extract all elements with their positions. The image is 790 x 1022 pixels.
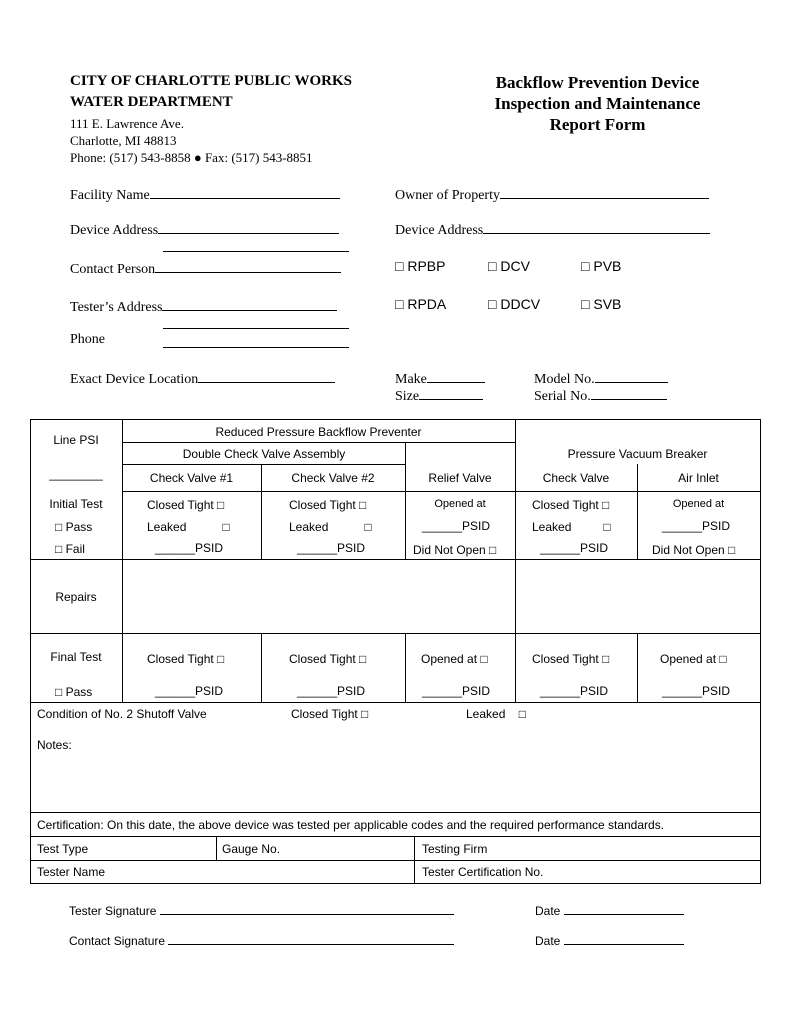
phone-line[interactable] [163,347,349,348]
repairs-area-rp[interactable] [123,560,514,633]
pvb-cv-final-closed-tight[interactable]: Closed Tight □ [532,652,610,666]
col-check-valve: Check Valve [542,471,610,485]
exact-location-label: Exact Device Location [70,372,199,387]
checkbox-icon[interactable]: □ [55,542,63,556]
owner-label: Owner of Property [395,188,500,203]
date2-line[interactable] [564,932,684,945]
checkbox-icon[interactable]: □ [361,707,369,721]
air-inlet-final-opened-at[interactable]: Opened at □ [660,652,727,666]
facility-name-field [70,184,340,204]
air-inlet-initial-psid[interactable]: ______PSID [662,519,731,533]
final-row-rule [30,702,761,703]
rp-header-rule [122,442,515,443]
owner-line[interactable] [500,184,709,199]
gauge-rule [216,836,217,861]
relief-initial-did-not-open[interactable]: Did Not Open □ [413,543,497,557]
cv1-final-closed-tight[interactable]: Closed Tight □ [147,652,225,666]
dca-header-rule [122,464,406,465]
tester-cert-label: Tester Certification No. [422,865,544,879]
exact-location-field [70,368,335,388]
checkbox-icon[interactable]: □ [55,520,63,534]
size-label: Size [395,389,420,404]
tester-signature-field [69,902,454,918]
org-address-line2: Charlotte, MI 48813 [70,133,177,148]
device-type-rpbp[interactable]: □ RPBP [395,258,446,274]
org-name: CITY OF CHARLOTTE PUBLIC WORKS [70,73,352,89]
air-inlet-final-psid[interactable]: ______PSID [662,684,731,698]
contact-signature-label: Contact Signature [69,934,166,948]
cv2-final-closed-tight[interactable]: Closed Tight □ [289,652,367,666]
repairs-area-pvb[interactable] [516,560,760,633]
device-type-svb[interactable]: □ SVB [581,296,622,312]
date1-line[interactable] [564,902,684,915]
testing-firm-label: Testing Firm [422,842,488,856]
final-pass-option[interactable]: □ Pass [55,685,93,699]
checkbox-icon[interactable]: □ [602,652,610,666]
pvb-cv-initial-psid[interactable]: ______PSID [540,541,609,555]
device-type-rpda[interactable]: □ RPDA [395,296,447,312]
cv1-initial-leaked[interactable]: Leaked □ [147,520,230,534]
pvb-cv-final-psid[interactable]: ______PSID [540,684,609,698]
checkbox-icon[interactable]: □ [728,543,736,557]
model-label: Model No. [534,372,595,387]
initial-pass-option[interactable]: □ Pass [55,520,93,534]
air-inlet-initial-did-not-open[interactable]: Did Not Open □ [652,543,736,557]
col-air-inlet: Air Inlet [678,471,719,485]
device-address-right-line[interactable] [483,219,710,234]
owner-field [395,184,709,204]
device-address-extra-line[interactable] [163,251,349,252]
facility-name-label: Facility Name [70,188,150,203]
org-phone-fax: Phone: (517) 543-8858 ● Fax: (517) 543-8851 [70,150,313,165]
form-title-line2: Inspection and Maintenance [494,94,701,113]
tester-signature-label: Tester Signature [69,904,157,918]
checkbox-icon[interactable]: □ [395,296,404,312]
col-rule-3b [405,633,406,703]
pvb-cv-initial-closed-tight[interactable]: Closed Tight □ [532,498,610,512]
col-rule-2b [261,633,262,703]
serial-label: Serial No. [534,389,591,404]
checkbox-icon[interactable]: □ [217,652,225,666]
contact-person-field [70,258,341,278]
device-type-pvb[interactable]: □ PVB [581,258,622,274]
notes-row-rule [30,812,761,813]
table-border-top [30,419,761,420]
notes-area[interactable] [31,755,760,811]
col-header-rule [122,491,760,492]
relief-initial-psid[interactable]: ______PSID [422,519,491,533]
phone-label: Phone [70,332,105,347]
cv1-initial-psid[interactable]: ______PSID [155,541,224,555]
test-type-label: Test Type [37,842,89,856]
checkbox-icon[interactable]: □ [518,707,526,721]
date2-field [535,932,684,948]
date1-field [535,902,684,918]
checkbox-icon[interactable]: □ [359,652,367,666]
repairs-row-rule [30,633,761,634]
form-title [470,72,725,135]
shutoff-leaked[interactable]: Leaked □ [466,707,526,721]
checkbox-icon[interactable]: □ [222,520,230,534]
line-psi-blank[interactable]: ________ [49,467,103,481]
checkbox-icon[interactable]: □ [364,520,372,534]
org-address-line1: 111 E. Lawrence Ave. [70,116,184,131]
device-address-left-field [70,219,339,239]
org-department: WATER DEPARTMENT [70,94,233,110]
col-rule-5b [637,633,638,703]
tester-name-label: Tester Name [37,865,106,879]
checkbox-icon[interactable]: □ [581,296,590,312]
cv2-initial-closed-tight[interactable]: Closed Tight □ [289,498,367,512]
rp-header: Reduced Pressure Backflow Preventer [215,425,422,439]
checkbox-icon[interactable]: □ [488,258,497,274]
device-type-ddcv[interactable]: □ DDCV [488,296,541,312]
testers-address-extra-line[interactable] [163,328,349,329]
final-test-label: Final Test [50,650,102,664]
checkbox-icon[interactable]: □ [719,652,727,666]
make-label: Make [395,372,427,387]
checkbox-icon[interactable]: □ [359,498,367,512]
date1-label: Date [535,904,561,918]
col-check-valve-2: Check Valve #2 [291,471,375,485]
device-address-left-line[interactable] [158,219,339,234]
date2-label: Date [535,934,561,948]
device-address-right-field [395,219,710,239]
relief-initial-opened-at: Opened at [434,498,486,510]
shutoff-closed-tight[interactable]: Closed Tight □ [291,707,369,721]
contact-signature-line[interactable] [168,932,454,945]
initial-test-label: Initial Test [49,497,103,511]
checkbox-icon[interactable]: □ [55,685,63,699]
dca-header: Double Check Valve Assembly [182,447,346,461]
size-field [395,385,483,405]
repairs-label: Repairs [55,590,97,604]
facility-name-line[interactable] [150,184,340,199]
cv2-initial-leaked[interactable]: Leaked □ [289,520,372,534]
model-line[interactable] [595,368,668,383]
size-line[interactable] [419,385,483,400]
table-border-bottom [30,883,761,884]
checkbox-icon[interactable]: □ [480,652,488,666]
contact-signature-field [69,932,454,948]
cv1-final-psid[interactable]: ______PSID [155,684,224,698]
notes-label: Notes: [37,738,72,752]
checkbox-icon[interactable]: □ [395,258,404,274]
pvb-header: Pressure Vacuum Breaker [567,447,708,461]
certification-text: Certification: On this date, the above device was tested per applicable codes and the required performance standards. [37,818,665,832]
contact-person-label: Contact Person [70,262,156,277]
shutoff-valve-label: Condition of No. 2 Shutoff Valve [37,707,207,721]
col-relief-valve: Relief Valve [428,471,492,485]
relief-final-opened-at[interactable]: Opened at □ [421,652,488,666]
test-type-row-rule [30,860,761,861]
checkbox-icon[interactable]: □ [581,258,590,274]
testers-address-field [70,296,337,316]
air-inlet-initial-opened-at: Opened at [672,498,725,510]
checkbox-icon[interactable]: □ [603,520,611,534]
checkbox-icon[interactable]: □ [489,543,497,557]
checkbox-icon[interactable]: □ [217,498,225,512]
serial-line[interactable] [591,385,667,400]
table-border-right [760,419,761,884]
initial-fail-option[interactable]: □ Fail [55,542,85,556]
line-psi-label: Line PSI [53,433,99,447]
testers-address-label: Tester’s Address [70,300,163,315]
checkbox-icon[interactable]: □ [488,296,497,312]
contact-person-line[interactable] [155,258,341,273]
testers-address-line[interactable] [162,296,337,311]
serial-field [534,385,667,405]
pvb-cv-initial-leaked[interactable]: Leaked □ [532,520,611,534]
checkbox-icon[interactable]: □ [602,498,610,512]
device-address-right-label: Device Address [395,223,484,238]
relief-final-psid[interactable]: ______PSID [422,684,491,698]
device-type-dcv[interactable]: □ DCV [488,258,530,274]
cv1-initial-closed-tight[interactable]: Closed Tight □ [147,498,225,512]
form-title-line1: Backflow Prevention Device [495,73,700,92]
exact-location-line[interactable] [198,368,335,383]
form-title-line3: Report Form [549,115,646,134]
tester-signature-line[interactable] [160,902,454,915]
device-address-left-label: Device Address [70,223,159,238]
cert-row-rule [30,836,761,837]
firm-rule [414,836,415,884]
cv2-initial-psid[interactable]: ______PSID [297,541,366,555]
col-check-valve-1: Check Valve #1 [149,471,234,485]
gauge-no-label: Gauge No. [222,842,281,856]
make-line[interactable] [427,368,485,383]
cv2-final-psid[interactable]: ______PSID [297,684,366,698]
